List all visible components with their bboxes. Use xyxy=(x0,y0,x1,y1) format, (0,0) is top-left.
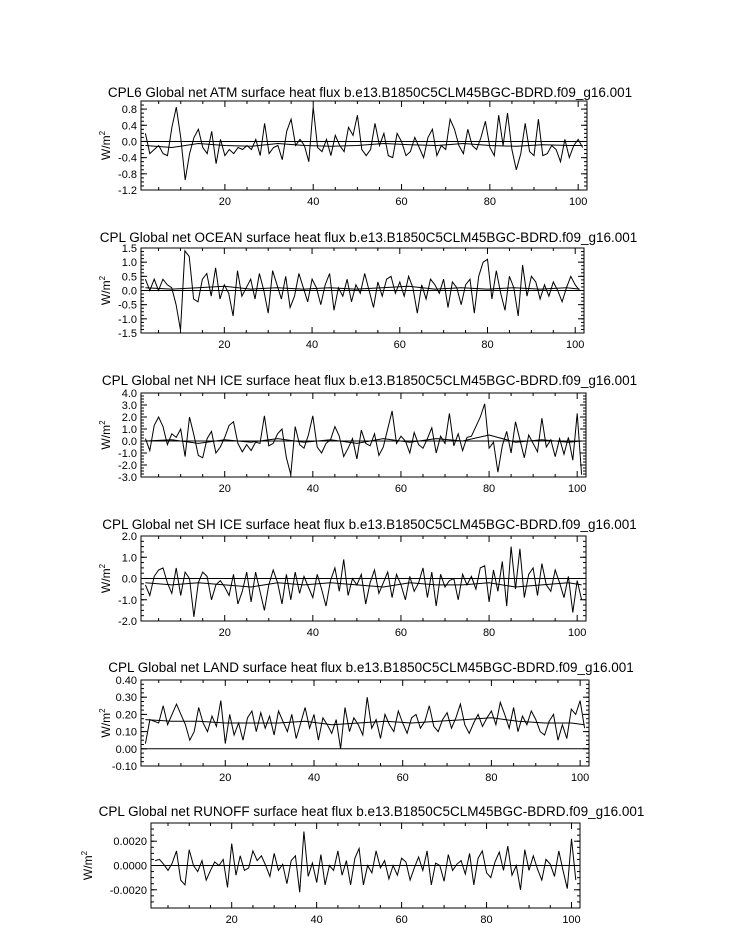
y-axis-label-base: W/m xyxy=(99,568,113,594)
chart-panel-3 xyxy=(98,373,637,495)
y-axis-label-base: W/m xyxy=(99,712,113,738)
x-tick-label: 60 xyxy=(394,627,408,639)
series-line-1 xyxy=(155,832,576,893)
y-tick-label: 0.0 xyxy=(121,285,137,298)
y-axis-label-sup: 2 xyxy=(98,563,107,569)
y-tick-label: 0.20 xyxy=(115,709,137,722)
x-tick-label: 100 xyxy=(568,196,588,208)
x-tick-label: 80 xyxy=(483,196,496,208)
x-tick-label: 20 xyxy=(225,914,238,926)
y-tick-label: 2.0 xyxy=(121,531,137,543)
y-tick-label: -1.5 xyxy=(118,328,137,340)
y-tick-label: -3.0 xyxy=(118,472,137,484)
y-axis-label-base: W/m xyxy=(99,135,113,161)
x-tick-label: 20 xyxy=(218,339,231,351)
y-tick-label: 1.5 xyxy=(121,243,137,255)
series-line-1 xyxy=(145,107,582,180)
y-tick-label: 0.0 xyxy=(121,136,137,149)
y-tick-label: -0.4 xyxy=(118,152,137,165)
chart-title: CPL Global net SH ICE surface heat flux b.e13.B1850C5CLM45BGC-BDRD.f09_g16.001 xyxy=(102,517,637,532)
x-tick-label: 100 xyxy=(566,339,585,351)
chart-panel-6 xyxy=(80,804,644,926)
x-tick-label: 100 xyxy=(562,914,581,926)
y-tick-label: -0.5 xyxy=(118,299,137,312)
y-tick-label: 1.0 xyxy=(121,257,137,270)
y-tick-label: 0.30 xyxy=(115,692,137,705)
chart-title: CPL Global net RUNOFF surface heat flux b.e13.B1850C5CLM45BGC-BDRD.f09_g16.001 xyxy=(98,804,645,819)
series-line-1 xyxy=(145,404,581,475)
y-tick-label: 0.40 xyxy=(115,675,137,687)
x-tick-label: 60 xyxy=(395,196,408,208)
y-axis-label xyxy=(98,420,113,450)
chart-panel-5 xyxy=(98,660,634,784)
y-axis-label-sup: 2 xyxy=(98,708,107,713)
plot-frame xyxy=(141,393,586,477)
y-tick-label: -2.0 xyxy=(118,460,137,472)
x-tick-label: 20 xyxy=(219,772,232,784)
chart-title: CPL6 Global net ATM surface heat flux b.e13.B1850C5CLM45BGC-BDRD.f09_g16.001 xyxy=(107,85,633,100)
y-tick-label: 0.00 xyxy=(115,743,137,756)
y-tick-label: -1.0 xyxy=(118,313,137,326)
y-tick-label: -1.0 xyxy=(118,448,137,460)
chart-title: CPL Global net OCEAN surface heat flux b.e13.B1850C5CLM45BGC-BDRD.f09_g16.001 xyxy=(99,230,638,245)
y-axis-label-base: W/m xyxy=(99,280,113,306)
x-tick-label: 60 xyxy=(393,339,406,351)
x-tick-label: 60 xyxy=(395,914,408,926)
x-tick-label: 80 xyxy=(482,483,496,495)
y-axis-label-sup: 2 xyxy=(80,850,89,856)
x-tick-label: 100 xyxy=(568,627,587,639)
x-tick-label: 80 xyxy=(480,914,493,926)
y-tick-label: -0.0020 xyxy=(109,884,147,897)
y-tick-label: -1.0 xyxy=(118,594,137,607)
y-axis-label-sup: 2 xyxy=(98,275,107,281)
y-tick-label: 0.0 xyxy=(121,573,137,586)
y-tick-label: 4.0 xyxy=(121,388,137,400)
chart-panel-2 xyxy=(98,230,637,351)
series-line-2 xyxy=(145,144,582,148)
x-tick-label: 20 xyxy=(218,627,231,639)
y-axis-label-base: W/m xyxy=(99,424,113,450)
x-tick-label: 60 xyxy=(394,483,408,495)
chart-panel-1 xyxy=(98,85,632,208)
y-axis-label xyxy=(98,708,113,738)
chart-title: CPL Global net NH ICE surface heat flux b.e13.B1850C5CLM45BGC-BDRD.f09_g16.001 xyxy=(101,373,638,388)
y-tick-label: -1.2 xyxy=(118,185,137,197)
y-tick-label: -0.10 xyxy=(111,761,137,773)
y-axis-label xyxy=(98,563,113,593)
x-tick-label: 20 xyxy=(218,483,231,495)
y-tick-label: 0.8 xyxy=(121,104,137,117)
x-tick-label: 40 xyxy=(305,339,319,351)
y-tick-label: 0.0000 xyxy=(113,860,147,873)
x-tick-label: 60 xyxy=(396,772,409,784)
x-tick-label: 40 xyxy=(310,914,323,926)
y-tick-label: 3.0 xyxy=(121,400,137,412)
x-tick-label: 80 xyxy=(481,339,494,351)
chart-panel-4 xyxy=(98,517,637,639)
series-line-1 xyxy=(145,547,581,617)
y-tick-label: 2.0 xyxy=(121,412,137,424)
y-axis-label-sup: 2 xyxy=(98,420,107,425)
y-tick-label: 0.5 xyxy=(121,271,137,284)
y-tick-label: 1.0 xyxy=(121,552,137,565)
x-tick-label: 40 xyxy=(306,627,319,639)
y-tick-label: 0.4 xyxy=(121,120,137,133)
x-tick-label: 100 xyxy=(568,483,587,495)
series-line-2 xyxy=(145,286,579,289)
y-tick-label: 0.10 xyxy=(115,726,137,739)
y-axis-label-base: W/m xyxy=(81,855,95,881)
x-tick-label: 20 xyxy=(218,196,232,208)
x-tick-label: 100 xyxy=(570,772,590,784)
y-axis-label xyxy=(98,130,113,160)
y-tick-label: 0.0 xyxy=(121,436,137,448)
x-tick-label: 80 xyxy=(485,772,498,784)
x-tick-label: 40 xyxy=(307,196,320,208)
y-tick-label: 1.0 xyxy=(121,424,137,436)
y-axis-label xyxy=(80,850,95,880)
x-tick-label: 40 xyxy=(307,772,321,784)
y-tick-label: -0.8 xyxy=(118,168,137,181)
x-tick-label: 40 xyxy=(306,483,319,495)
y-tick-label: -2.0 xyxy=(118,616,137,628)
chart-title: CPL Global net LAND surface heat flux b.e13.B1850C5CLM45BGC-BDRD.f09_g16.001 xyxy=(108,660,634,675)
y-axis-label-sup: 2 xyxy=(98,130,107,136)
y-axis-label xyxy=(98,275,113,305)
x-tick-label: 80 xyxy=(482,627,496,639)
y-tick-label: 0.0020 xyxy=(113,836,147,849)
